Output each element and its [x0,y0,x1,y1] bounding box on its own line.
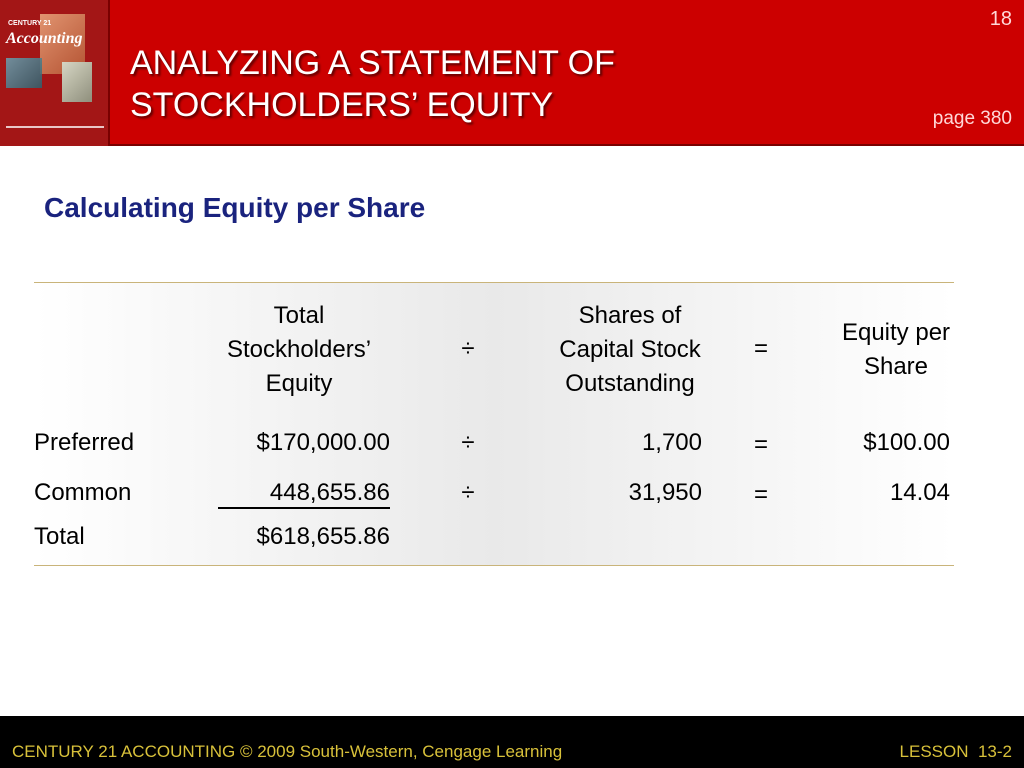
header-text: Equity per [841,319,951,346]
header-divide-sign: ÷ [461,335,475,362]
page-reference: page 380 [932,108,1012,129]
logo-divider [6,126,104,128]
logo-brand-main: Accounting [6,30,83,47]
cell-per-share-preferred: $100.00 [863,429,950,456]
section-subtitle: Calculating Equity per Share [44,192,426,223]
row-label-preferred: Preferred [34,429,135,456]
cell-equals-sign: = [753,481,768,508]
cell-divide-sign: ÷ [461,429,475,456]
header-shares-outstanding [530,299,730,401]
slide-title-line2: STOCKHOLDERS’ EQUITY [130,86,554,124]
logo-decoration [62,62,92,102]
cell-divide-sign: ÷ [461,479,475,506]
logo-brand-small: CENTURY 21 [8,20,52,27]
cell-total-common: 448,655.86 [218,479,390,509]
header-equals-sign: = [753,335,768,362]
header-total-equity [204,299,394,401]
header-text: Total [273,302,325,329]
cell-shares-common: 31,950 [628,479,702,506]
slide-title [130,42,850,126]
row-label-total: Total [34,523,85,550]
cell-equals-sign: = [753,431,768,458]
header-text: Stockholders’ [226,336,372,363]
equity-table [34,282,954,566]
slide-header [0,0,1024,146]
cell-total-sum: $618,655.86 [256,523,390,550]
slide-number: 18 [989,8,1012,30]
header-equity-per-share [806,316,986,384]
cell-shares-preferred: 1,700 [641,429,702,456]
book-cover-logo [0,0,110,146]
header-text: Outstanding [565,370,695,397]
slide-title-line1: ANALYZING A STATEMENT OF [130,44,615,82]
row-label-common: Common [34,479,132,506]
header-text: Share [863,353,929,380]
header-text: Shares of [578,302,682,329]
header-text: Capital Stock [559,336,701,363]
cell-per-share-common: 14.04 [889,479,950,506]
logo-decoration [6,58,42,88]
footer-copyright: CENTURY 21 ACCOUNTING © 2009 South-Western, Cengage Learning [12,742,563,761]
cell-total-preferred: $170,000.00 [256,429,390,456]
header-text: Equity [265,370,333,397]
slide-footer [0,716,1024,768]
footer-lesson: LESSON 13-2 [899,742,1012,761]
